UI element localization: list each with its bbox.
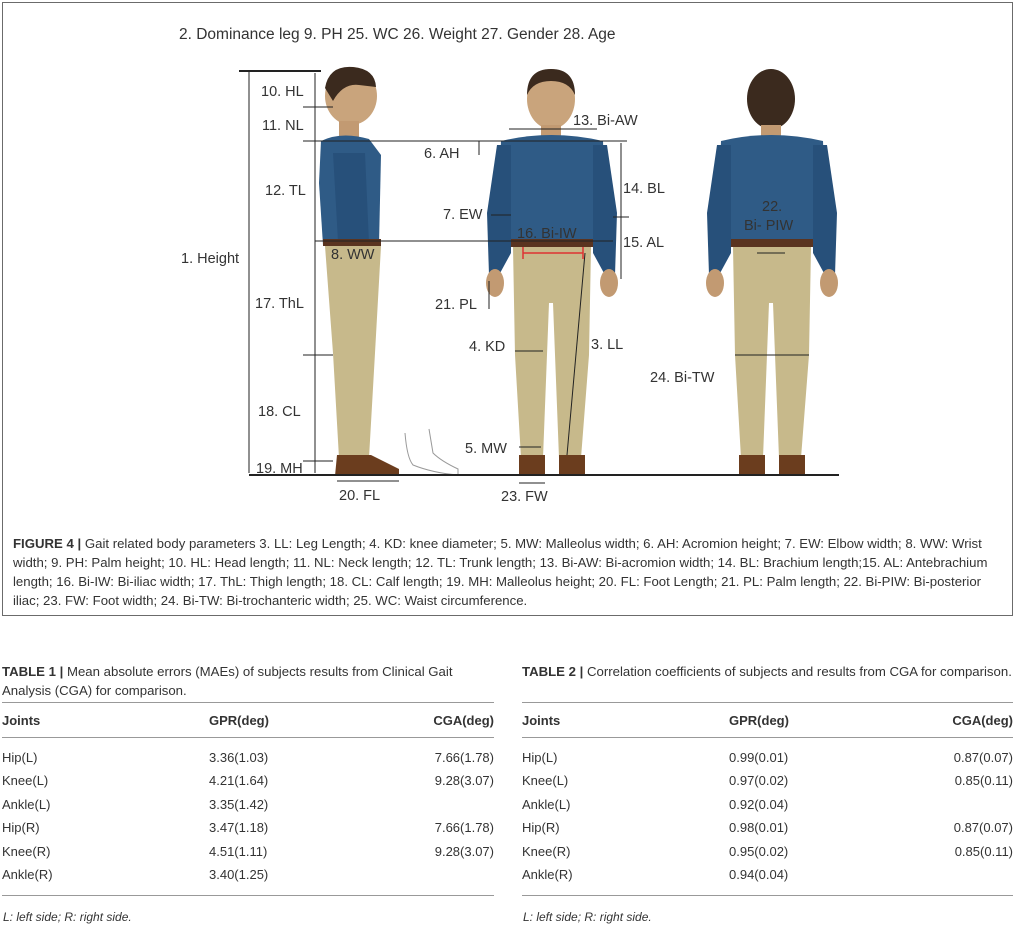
table-cell: 4.51(1.11) xyxy=(209,843,268,859)
table-cell: 0.87(0.07) xyxy=(953,750,1013,765)
label-al: 15. AL xyxy=(623,235,665,251)
label-biaw: 13. Bi-AW xyxy=(573,113,638,129)
table-row xyxy=(2,738,494,770)
label-ah: 6. AH xyxy=(424,146,460,162)
figure-header-labels: 2. Dominance leg 9. PH 25. WC 26. Weight 27. Gender 28. Age xyxy=(179,26,616,43)
table-cell: Knee(R) xyxy=(522,843,571,859)
table-row xyxy=(522,769,1013,793)
column-header: CGA(deg) xyxy=(870,703,1013,738)
table-row xyxy=(522,793,1013,817)
table-cell: Hip(L) xyxy=(2,750,38,765)
table-cell: 0.98(0.01) xyxy=(729,820,789,836)
figure-caption-label: FIGURE 4 | xyxy=(13,536,82,551)
label-bipiw: Bi- PIW xyxy=(744,218,794,234)
label-pl: 21. PL xyxy=(435,297,477,313)
back-view-figure xyxy=(706,69,838,475)
table-cell: 0.99(0.01) xyxy=(729,750,789,765)
table-row xyxy=(522,738,1013,770)
table-row xyxy=(2,793,494,817)
table-cell: 3.40(1.25) xyxy=(209,867,269,883)
table-2-footnote: L: left side; R: right side. xyxy=(522,895,1013,925)
table-cell: Hip(L) xyxy=(522,750,558,765)
label-fl: 20. FL xyxy=(339,488,381,504)
label-mh: 19. MH xyxy=(256,461,303,477)
label-mw: 5. MW xyxy=(465,441,507,457)
label-thl: 17. ThL xyxy=(255,296,304,312)
table-cell: 0.87(0.07) xyxy=(953,820,1013,836)
label-kd: 4. KD xyxy=(469,339,506,355)
label-ll: 3. LL xyxy=(591,337,624,353)
table-cell: Ankle(R) xyxy=(522,867,573,883)
measurement-labels xyxy=(181,84,793,505)
table-cell: 3.47(1.18) xyxy=(209,820,269,836)
label-bitw: 24. Bi-TW xyxy=(650,370,715,386)
table-cell: 0.92(0.04) xyxy=(729,796,789,812)
table-cell xyxy=(351,793,494,817)
table-1 xyxy=(2,662,494,925)
table-cell: Knee(L) xyxy=(2,773,49,789)
table-row xyxy=(2,816,494,840)
table-1-grid xyxy=(2,702,494,925)
table-cell: 3.36(1.03) xyxy=(209,750,269,765)
body-parameters-illustration xyxy=(3,3,1014,523)
figure-caption xyxy=(13,534,998,610)
table-cell: Knee(R) xyxy=(2,843,51,859)
label-tl: 12. TL xyxy=(265,183,306,199)
column-header: CGA(deg) xyxy=(351,703,494,738)
label-height: 1. Height xyxy=(181,251,240,267)
table-cell: 0.94(0.04) xyxy=(729,867,789,883)
table-row xyxy=(522,863,1013,895)
table-row xyxy=(522,840,1013,864)
table-cell xyxy=(870,863,1013,895)
label-hl: 10. HL xyxy=(261,84,304,100)
label-ew: 7. EW xyxy=(443,207,483,223)
table-row xyxy=(2,769,494,793)
table-2-title xyxy=(522,662,1013,702)
table-cell: 3.35(1.42) xyxy=(209,796,269,812)
table-cell: 9.28(3.07) xyxy=(434,773,494,789)
table-cell: 0.95(0.02) xyxy=(729,843,789,859)
table-cell: 7.66(1.78) xyxy=(434,820,494,836)
table-cell xyxy=(351,863,494,895)
figure-caption-text: Gait related body parameters 3. LL: Leg Length; 4. KD: knee diameter; 5. MW: Malleolus width; 6. AH: Acromion height; 7. EW: Elbow width; 8. WW: Wrist width; 9. PH: Palm height; 10. HL: Head length; 11. NL: Neck length; 12. TL: Trunk length; 13. Bi-AW: Bi-acromion width; 14. BL: Brachium length;15. AL: Antebrachium length; 16. Bi-IW: Bi-iliac width; 17. ThL: Thigh length; 18. CL: Calf length; 19. MH: Malleolus height; 20. FL: Foot Length; 21. PL: Palm length; 22. Bi-PIW: Bi-posterior iliac; 23. FW: Foot width; 24. Bi-TW: Bi-trochanteric width; 25. WC: Waist circumference. xyxy=(13,536,988,608)
table-1-caption: Mean absolute errors (MAEs) of subjects results from Clinical Gait Analysis (CGA) for comparison. xyxy=(2,664,453,698)
table-cell: 0.97(0.02) xyxy=(729,773,789,789)
column-header: Joints xyxy=(522,703,729,738)
table-row xyxy=(522,816,1013,840)
table-1-title xyxy=(2,662,494,702)
label-bipiw-number: 22. xyxy=(762,199,783,215)
label-fw: 23. FW xyxy=(501,489,548,505)
column-header: GPR(deg) xyxy=(209,703,351,738)
table-cell: 0.85(0.11) xyxy=(954,843,1013,859)
table-row xyxy=(2,863,494,895)
table-cell: Knee(L) xyxy=(522,773,569,789)
label-nl: 11. NL xyxy=(262,118,304,134)
table-cell: 9.28(3.07) xyxy=(434,843,494,859)
table-cell: Hip(R) xyxy=(2,820,40,836)
figure-4 xyxy=(2,2,1013,616)
table-cell: 7.66(1.78) xyxy=(434,750,494,765)
table-cell: Ankle(R) xyxy=(2,867,53,883)
table-cell xyxy=(870,793,1013,817)
column-header: GPR(deg) xyxy=(729,703,870,738)
table-2-caption: Correlation coefficients of subjects and results from CGA for comparison. xyxy=(583,664,1012,679)
table-2-label: TABLE 2 | xyxy=(522,664,584,679)
label-bl: 14. BL xyxy=(623,181,665,197)
table-1-label: TABLE 1 | xyxy=(2,664,64,679)
table-cell: Ankle(L) xyxy=(2,796,51,812)
table-cell: Hip(R) xyxy=(522,820,560,836)
label-cl: 18. CL xyxy=(258,404,301,420)
table-2-grid xyxy=(522,702,1013,925)
table-2 xyxy=(522,662,1013,925)
label-biiw: 16. Bi-IW xyxy=(517,226,577,242)
front-view-figure xyxy=(486,69,618,475)
table-row xyxy=(2,840,494,864)
label-ww: 8. WW xyxy=(331,247,375,263)
table-cell: Ankle(L) xyxy=(522,796,571,812)
table-cell: 0.85(0.11) xyxy=(954,773,1013,789)
column-header: Joints xyxy=(2,703,209,738)
side-view-figure xyxy=(319,67,458,476)
table-cell: 4.21(1.64) xyxy=(209,773,269,789)
table-1-footnote: L: left side; R: right side. xyxy=(2,895,494,925)
